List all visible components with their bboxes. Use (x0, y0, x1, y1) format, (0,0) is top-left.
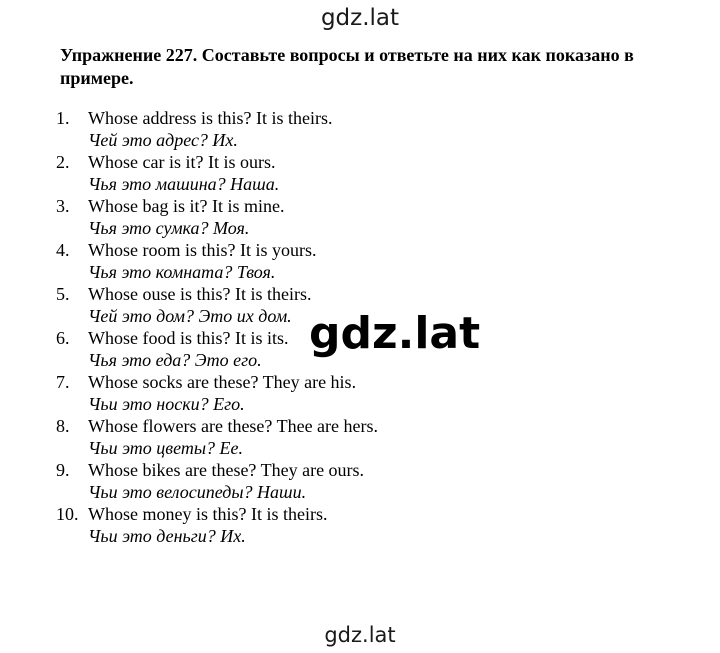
english-sentence: Whose car is it? It is ours. (88, 152, 276, 172)
item-number: 6. (56, 328, 70, 348)
russian-translation: Чья это сумка? Моя. (88, 218, 250, 238)
russian-translation: Чьи это цветы? Ее. (88, 438, 244, 458)
russian-translation: Чья это машина? Наша. (88, 174, 280, 194)
russian-translation: Чей это дом? Это их дом. (88, 306, 292, 326)
english-sentence: Whose food is this? It is its. (88, 328, 289, 348)
item-number: 1. (56, 108, 70, 128)
item-number: 9. (56, 460, 70, 480)
english-sentence: Whose ouse is this? It is theirs. (88, 284, 312, 304)
item-number: 4. (56, 240, 70, 260)
russian-translation: Чья это комната? Твоя. (88, 262, 276, 282)
english-sentence: Whose bag is it? It is mine. (88, 196, 285, 216)
english-sentence: Whose bikes are these? They are ours. (88, 460, 365, 480)
russian-translation: Чья это еда? Это его. (88, 350, 262, 370)
item-number: 5. (56, 284, 70, 304)
english-sentence: Whose money is this? It is theirs. (88, 504, 328, 524)
item-number: 7. (56, 372, 70, 392)
russian-translation: Чьи это велосипеды? Наши. (88, 482, 307, 502)
item-number: 10. (56, 504, 79, 524)
watermark-top: gdz.lat (320, 5, 400, 31)
watermark-middle: gdz.lat (309, 308, 481, 359)
english-sentence: Whose address is this? It is theirs. (88, 108, 333, 128)
english-sentence: Whose room is this? It is yours. (88, 240, 317, 260)
english-sentence: Whose flowers are these? Thee are hers. (88, 416, 379, 436)
item-number: 3. (56, 196, 70, 216)
item-number: 8. (56, 416, 70, 436)
russian-translation: Чьи это деньги? Их. (88, 526, 246, 546)
watermark-bottom: gdz.lat (324, 623, 396, 647)
english-sentence: Whose socks are these? They are his. (88, 372, 357, 392)
item-number: 2. (56, 152, 70, 172)
exercise-heading: Упражнение 227. Составьте вопросы и ответьте на них как показано в примере. (60, 45, 634, 88)
russian-translation: Чьи это носки? Его. (88, 394, 245, 414)
russian-translation: Чей это адрес? Их. (88, 130, 238, 150)
